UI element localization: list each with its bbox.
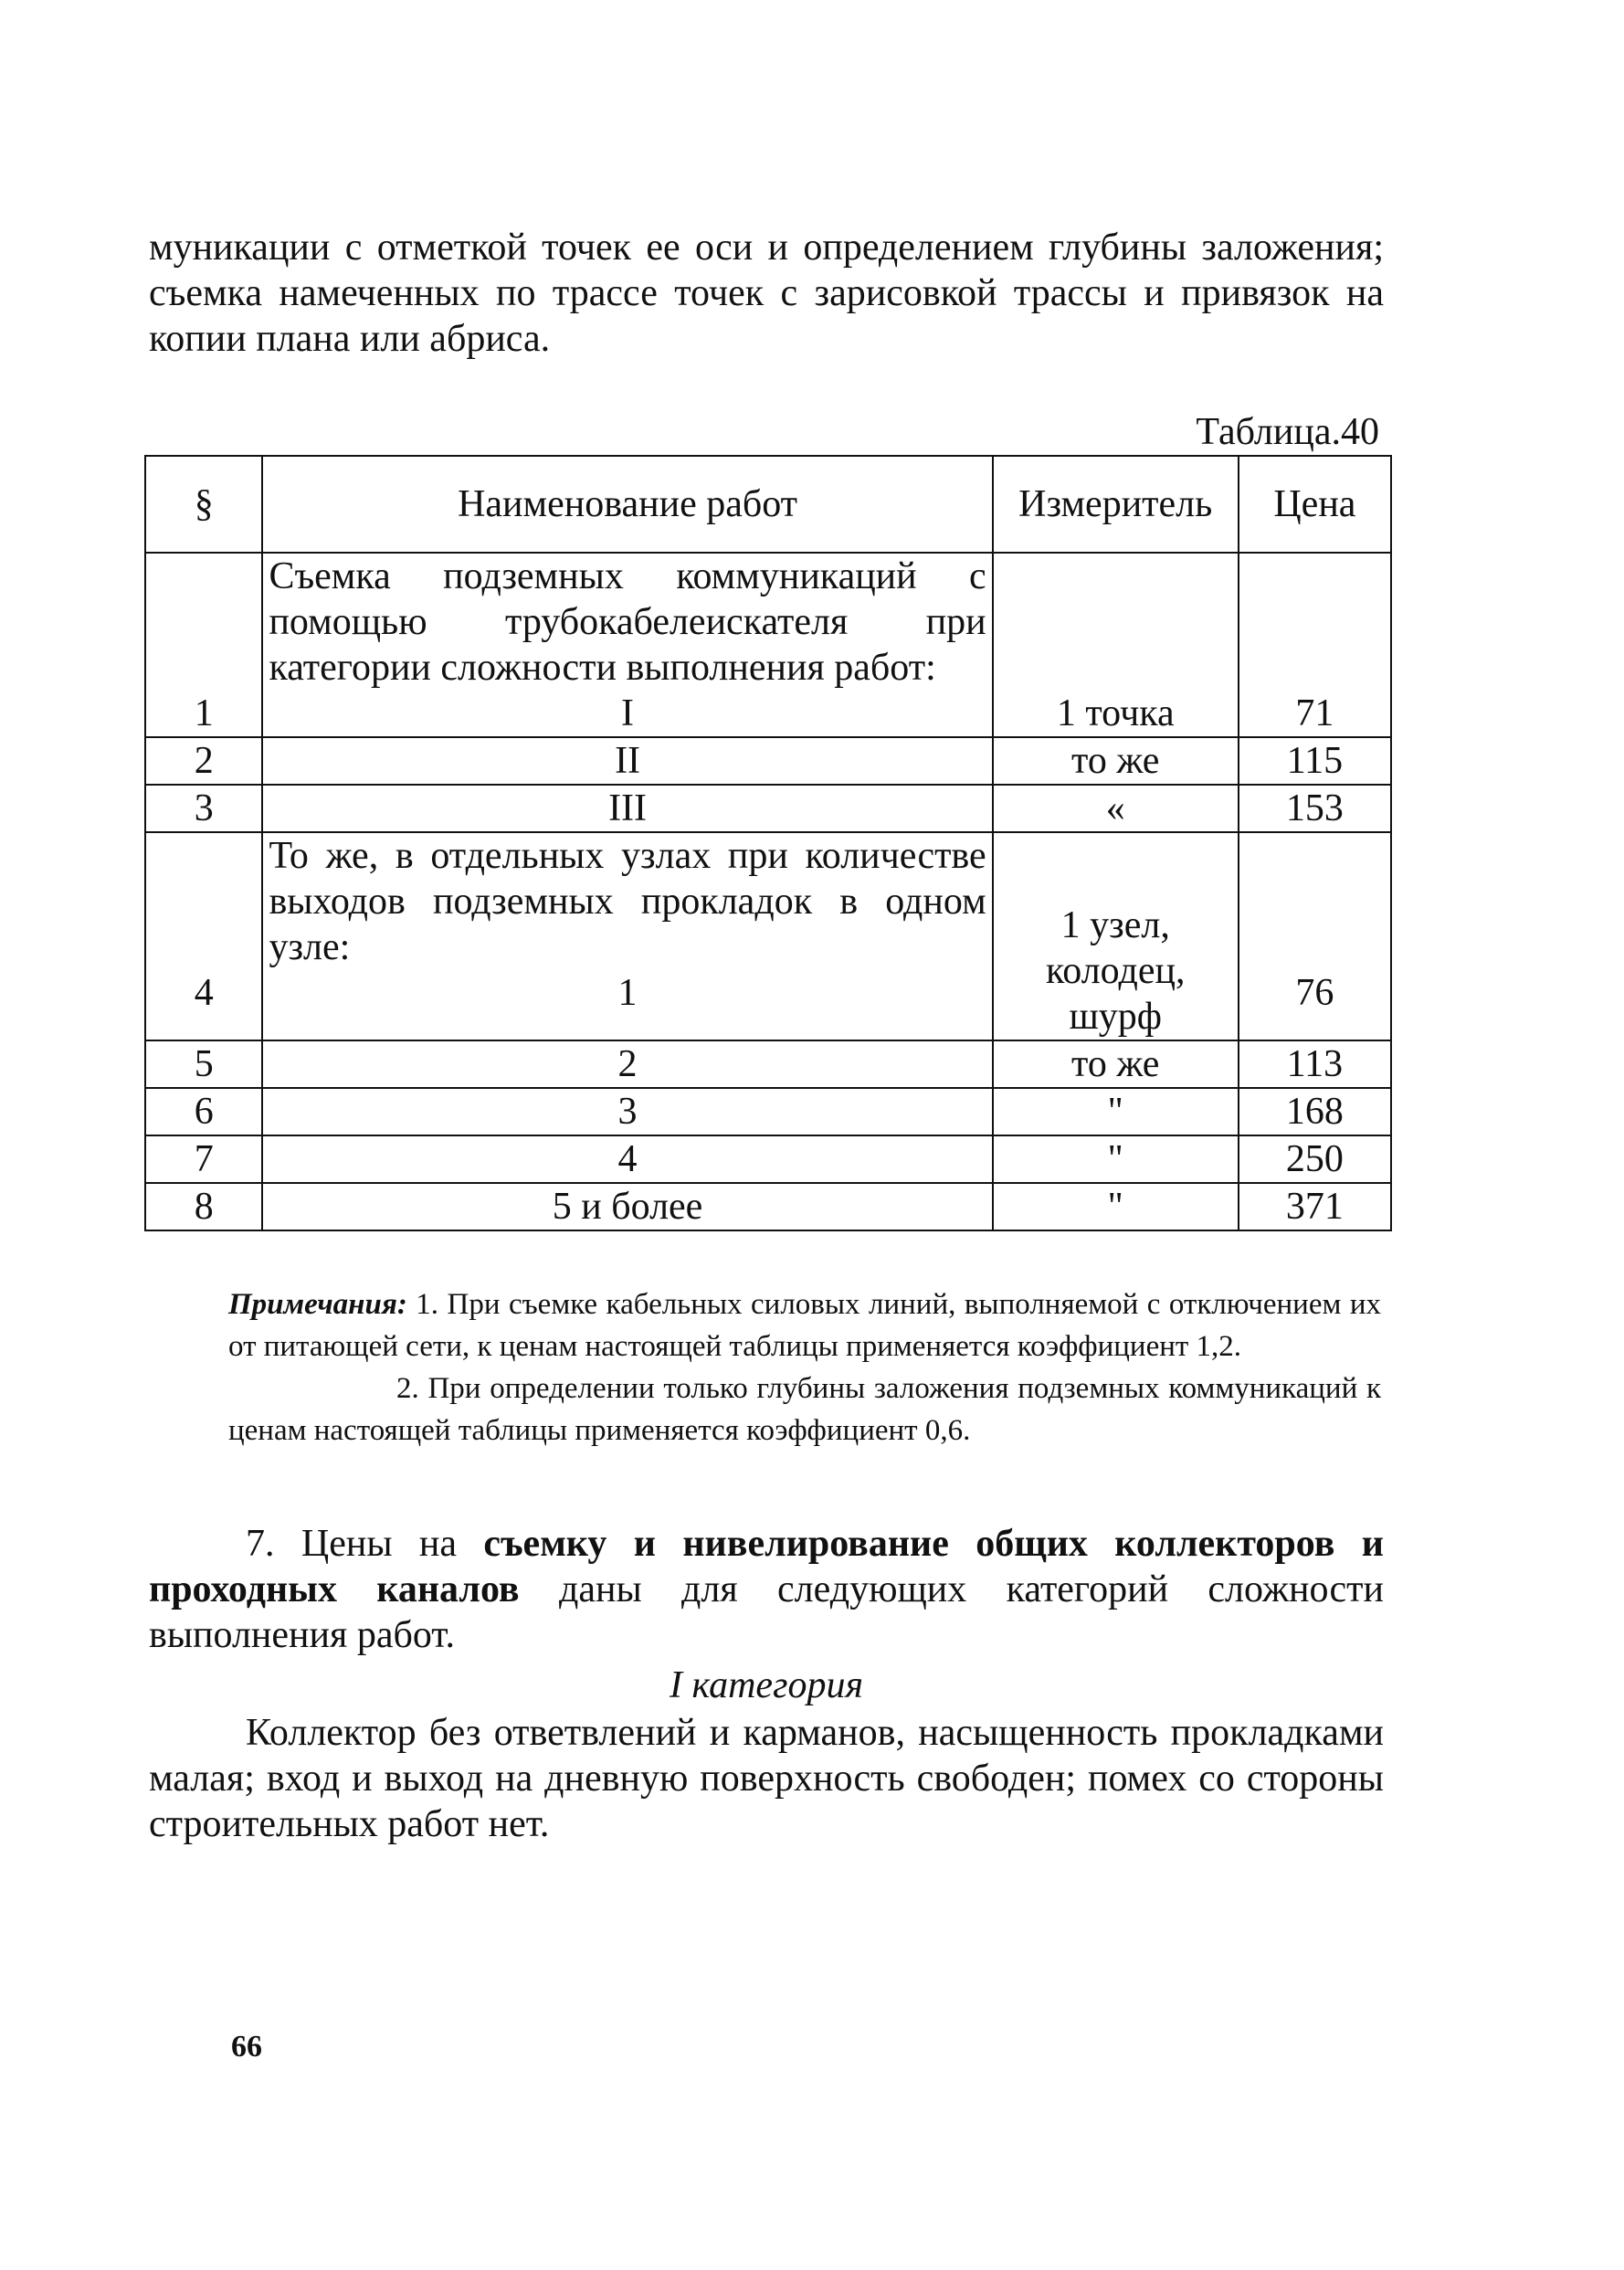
price-table — [144, 455, 1392, 1231]
row-name: 4 — [262, 1135, 992, 1183]
row-price: 168 — [1239, 1088, 1391, 1135]
row-unit: " — [993, 1088, 1239, 1135]
row-unit: " — [993, 1135, 1239, 1183]
group-description: То же, в отдельных узлах при количестве выходов подземных прокладок в одном узле: — [269, 835, 986, 968]
row-price: 371 — [1239, 1183, 1391, 1230]
section-paragraph — [149, 1521, 1384, 1658]
row-price: 115 — [1239, 737, 1391, 785]
row-name: III — [262, 785, 992, 832]
note-2: 2. При определении только глубины заложения подземных коммуникаций к ценам настоящей таблицы применяется коэффициент 0,6. — [228, 1372, 1381, 1447]
row-unit: 1 точка — [993, 553, 1239, 737]
note-1 — [228, 1283, 1381, 1367]
table-header-row — [145, 456, 1391, 553]
row-num: 2 — [145, 737, 262, 785]
section-prefix: 7. Цены на — [246, 1523, 484, 1565]
row-unit: 1 узел, колодец, шурф — [993, 832, 1239, 1040]
table-notes — [228, 1283, 1381, 1452]
group-description: Съемка подземных коммуникаций с помощью трубокабелеискателя при категории сложности выполнения работ: — [269, 555, 986, 689]
table-row — [145, 832, 1391, 1040]
row-num: 3 — [145, 785, 262, 832]
row-num: 7 — [145, 1135, 262, 1183]
row-unit: то же — [993, 1040, 1239, 1088]
table-row — [145, 1135, 1391, 1183]
header-name: Наименование работ — [262, 456, 992, 553]
row-name: 5 и более — [262, 1183, 992, 1230]
row-unit: то же — [993, 737, 1239, 785]
table-caption: Таблица.40 — [1196, 411, 1379, 453]
row-unit: " — [993, 1183, 1239, 1230]
table-row — [145, 1040, 1391, 1088]
table-row — [145, 785, 1391, 832]
row-num: 5 — [145, 1040, 262, 1088]
row-name: 3 — [262, 1088, 992, 1135]
row-category: 1 — [617, 972, 638, 1014]
section-suffix: даны для следующих категорий сложности выполнения работ. — [149, 1568, 1384, 1656]
row-price: 71 — [1239, 553, 1391, 737]
row-num: 1 — [145, 553, 262, 737]
row-unit: « — [993, 785, 1239, 832]
row-price: 76 — [1239, 832, 1391, 1040]
row-num: 8 — [145, 1183, 262, 1230]
category-paragraph: Коллектор без ответвлений и карманов, насыщенность прокладками малая; вход и выход на дневную поверхность свободен; помех со стороны строительных работ нет. — [149, 1712, 1384, 1845]
row-price: 153 — [1239, 785, 1391, 832]
row-name: 2 — [262, 1040, 992, 1088]
category-heading: I категория — [670, 1664, 863, 1706]
row-price: 250 — [1239, 1135, 1391, 1183]
row-price: 113 — [1239, 1040, 1391, 1088]
notes-label: Примечания: — [228, 1288, 407, 1321]
header-price: Цена — [1239, 456, 1391, 553]
table-row — [145, 1183, 1391, 1230]
row-name — [262, 553, 992, 737]
row-name: II — [262, 737, 992, 785]
table-row — [145, 1088, 1391, 1135]
row-name — [262, 832, 992, 1040]
row-category: I — [621, 692, 635, 734]
page-number: 66 — [231, 2030, 262, 2064]
row-num: 6 — [145, 1088, 262, 1135]
intro-paragraph: муникации с отметкой точек ее оси и определением глубины заложения; съемка намеченных по трассе точек с зарисовкой трассы и привязок на копии плана или абриса. — [149, 227, 1384, 360]
row-num: 4 — [145, 832, 262, 1040]
section-bold-text: съемку и нивелирование общих коллекторов и проходных каналов — [149, 1523, 1384, 1610]
header-num: § — [145, 456, 262, 553]
table-row — [145, 737, 1391, 785]
table-row — [145, 553, 1391, 737]
header-unit: Измеритель — [993, 456, 1239, 553]
note-1-text: 1. При съемке кабельных силовых линий, выполняемой с отключением их от питающей сети, к ценам настоящей таблицы применяется коэффициент 1,2. — [228, 1288, 1381, 1363]
